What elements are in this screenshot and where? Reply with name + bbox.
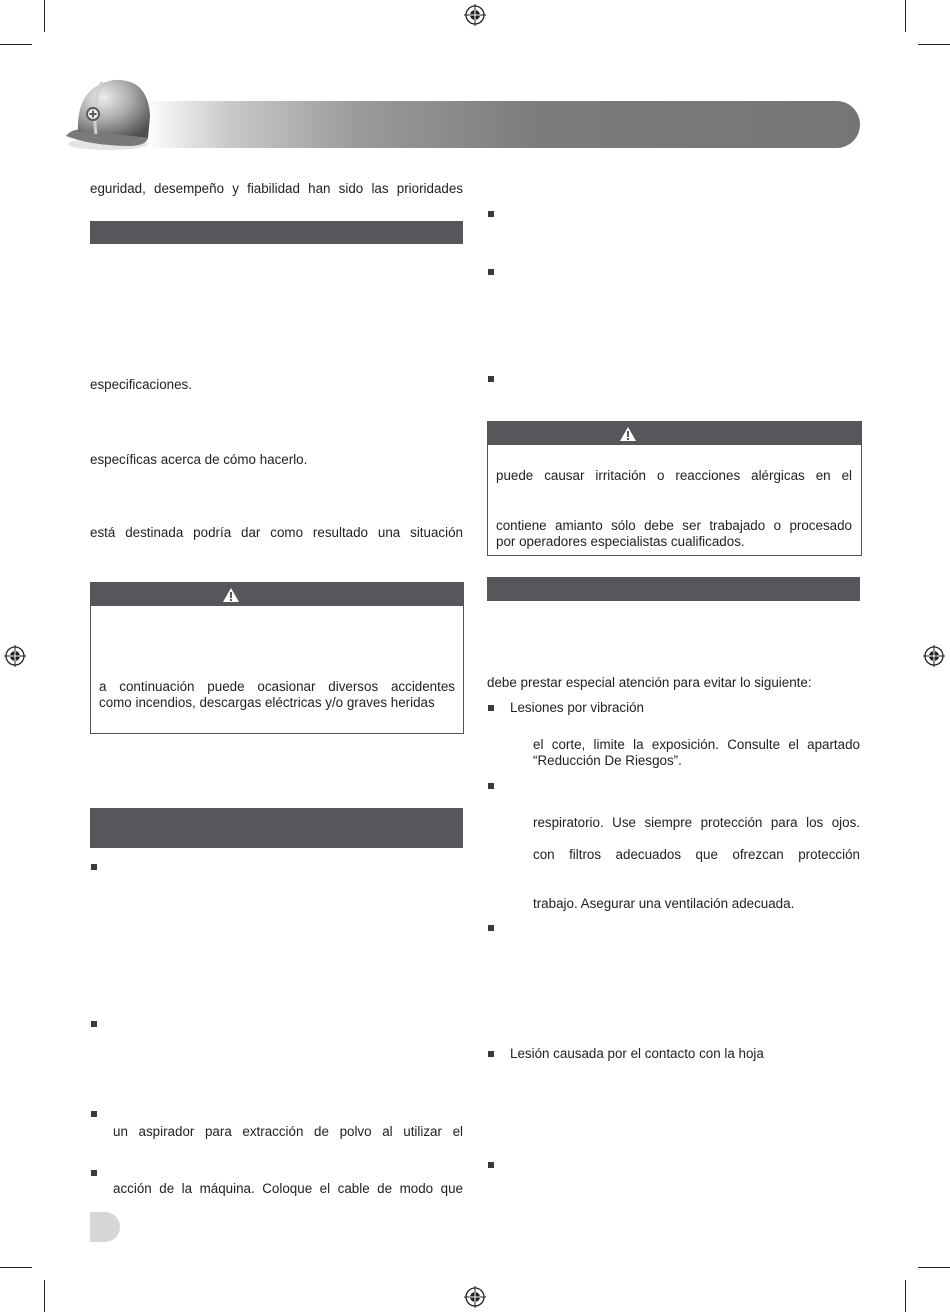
bullet-title: Lesión causada por el contacto con la hoja <box>510 1046 764 1061</box>
crop-mark <box>918 44 950 45</box>
warning-header <box>488 422 861 445</box>
bullet-icon <box>488 1051 494 1057</box>
bullet-text: un aspirador para extracción de polvo al utilizar el <box>113 1124 463 1139</box>
bullet-icon <box>488 925 494 931</box>
crop-mark <box>0 44 32 45</box>
section-bar <box>90 221 463 244</box>
warning-header <box>91 583 463 606</box>
crop-mark <box>918 1267 950 1268</box>
section-bar <box>90 808 463 848</box>
crop-mark <box>44 0 45 32</box>
header-bar <box>145 101 860 148</box>
warning-text: puede causar irritación o reacciones alérgicas en el <box>496 468 852 483</box>
paragraph-text: debe prestar especial atención para evitar lo siguiente: <box>487 675 812 690</box>
bullet-icon <box>488 211 494 217</box>
bullet-text: el corte, limite la exposición. Consulte el apartado <box>533 737 860 752</box>
page-tab <box>90 1212 120 1242</box>
intro-text: eguridad, desempeño y fiabilidad han sido las prioridades <box>90 181 463 196</box>
bullet-text: con filtros adecuados que ofrezcan protección <box>533 847 860 862</box>
bullet-text: “Reducción De Riesgos”. <box>533 753 682 768</box>
bullet-title: Lesiones por vibración <box>510 700 644 715</box>
crop-mark <box>905 0 906 32</box>
bullet-icon <box>91 1170 97 1176</box>
bullet-icon <box>91 1111 97 1117</box>
registration-mark-icon <box>464 4 486 26</box>
section-bar <box>487 577 860 601</box>
bullet-icon <box>488 269 494 275</box>
crop-mark <box>905 1280 906 1312</box>
paragraph-text: especificaciones. <box>90 377 192 392</box>
paragraph-text: está destinada podría dar como resultado una situación <box>90 525 463 540</box>
bullet-icon <box>488 783 494 789</box>
warning-text: por operadores especialistas cualificados. <box>496 534 745 549</box>
bullet-icon <box>91 864 97 870</box>
crop-mark <box>44 1280 45 1312</box>
warning-text: como incendios, descargas eléctricas y/o graves heridas <box>99 695 435 710</box>
bullet-text: acción de la máquina. Coloque el cable de modo que <box>113 1181 463 1196</box>
safety-helmet-icon <box>62 72 154 154</box>
warning-text: a continuación puede ocasionar diversos accidentes <box>99 679 455 694</box>
bullet-icon <box>91 1021 97 1027</box>
warning-box <box>90 582 464 734</box>
warning-text: contiene amianto sólo debe ser trabajado o procesado <box>496 518 852 533</box>
bullet-icon <box>488 1162 494 1168</box>
registration-mark-icon <box>923 645 945 667</box>
bullet-icon <box>488 705 494 711</box>
warning-triangle-icon <box>619 426 637 442</box>
registration-mark-icon <box>464 1286 486 1308</box>
paragraph-text: específicas acerca de cómo hacerlo. <box>90 452 308 467</box>
registration-mark-icon <box>4 645 26 667</box>
warning-box <box>487 421 862 556</box>
bullet-text: trabajo. Asegurar una ventilación adecuada. <box>533 896 795 911</box>
bullet-icon <box>488 376 494 382</box>
crop-mark <box>0 1267 32 1268</box>
warning-triangle-icon <box>222 587 240 603</box>
bullet-text: respiratorio. Use siempre protección para los ojos. <box>533 815 860 830</box>
